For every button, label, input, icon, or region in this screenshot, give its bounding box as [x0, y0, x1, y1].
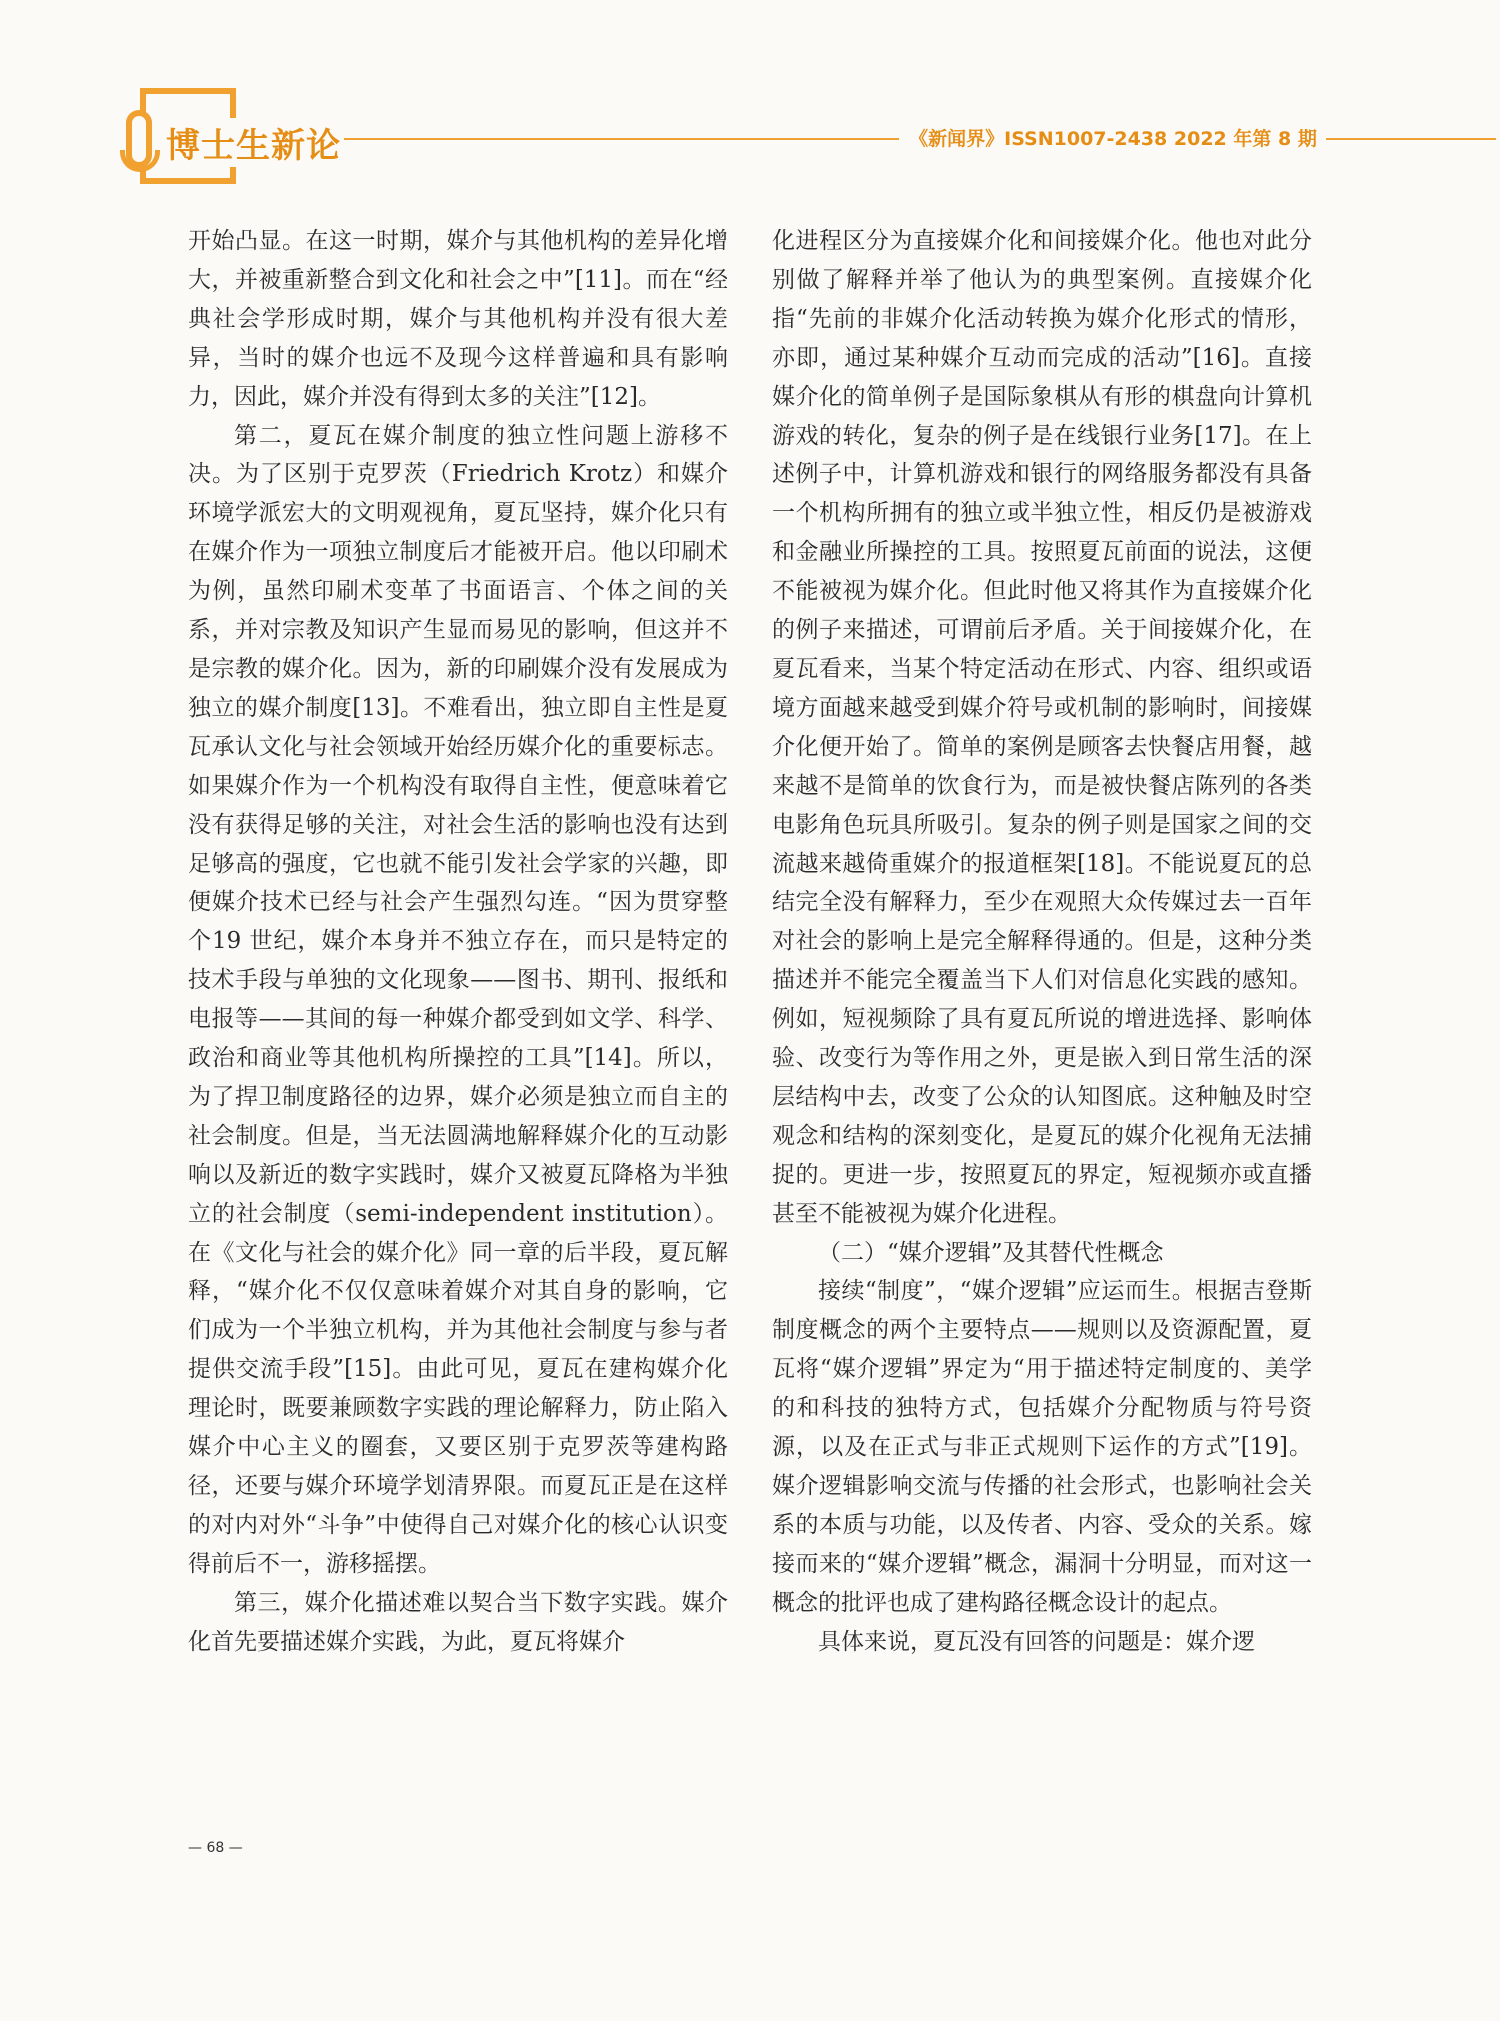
- paragraph: 接续“制度”，“媒介逻辑”应运而生。根据吉登斯制度概念的两个主要特点——规则以及资源配置，夏瓦将“媒介逻辑”界定为“用于描述特定制度的、美学的和科技的独特方式，包括媒介分配物质与符号资源，以及在正式与非正式规则下运作的方式”[19]。媒介逻辑影响交流与传播的社会形式，也影响社会关系的本质与功能，以及传者、内容、受众的关系。嫁接而来的“媒介逻辑”概念，漏洞十分明显，而对这一概念的批评也成了建构路径概念设计的起点。: [772, 1278, 1312, 1616]
- left-column: [188, 222, 728, 1662]
- page-header: [0, 0, 1500, 200]
- paragraph: 第三，媒介化描述难以契合当下数字实践。媒介化首先要描述媒介实践，为此，夏瓦将媒介: [188, 1589, 728, 1655]
- header-rule-right: [1326, 138, 1496, 140]
- journal-info: 《新闻界》ISSN1007-2438 2022 年第 8 期: [909, 128, 1317, 150]
- paragraph: 开始凸显。在这一时期，媒介与其他机构的差异化增大，并被重新整合到文化和社会之中”[11]。而在“经典社会学形成时期，媒介与其他机构并没有很大差异，当时的媒介也远不及现今这样普遍和具有影响力，因此，媒介并没有得到太多的关注”[12]。: [188, 228, 728, 410]
- page-number: — 68 —: [188, 1840, 243, 1856]
- header-rule-left: [344, 138, 899, 140]
- paragraph: 具体来说，夏瓦没有回答的问题是：媒介逻: [818, 1628, 1255, 1655]
- section-title: 博士生新论: [166, 118, 347, 167]
- right-column: [772, 222, 1312, 1662]
- section-heading: （二）“媒介逻辑”及其替代性概念: [818, 1239, 1164, 1266]
- paragraph: 化进程区分为直接媒介化和间接媒介化。他也对此分别做了解释并举了他认为的典型案例。直接媒介化指“先前的非媒介化活动转换为媒介化形式的情形，亦即，通过某种媒介互动而完成的活动”[16]。直接媒介化的简单例子是国际象棋从有形的棋盘向计算机游戏的转化，复杂的例子是在线银行业务[17]。在上述例子中，计算机游戏和银行的网络服务都没有具备一个机构所拥有的独立或半独立性，相反仍是被游戏和金融业所操控的工具。按照夏瓦前面的说法，这便不能被视为媒介化。但此时他又将其作为直接媒介化的例子来描述，可谓前后矛盾。关于间接媒介化，在夏瓦看来，当某个特定活动在形式、内容、组织或语境方面越来越受到媒介符号或机制的影响时，间接媒介化便开始了。简单的案例是顾客去快餐店用餐，越来越不是简单的饮食行为，而是被快餐店陈列的各类电影角色玩具所吸引。复杂的例子则是国家之间的交流越来越倚重媒介的报道框架[18]。不能说夏瓦的总结完全没有解释力，至少在观照大众传媒过去一百年对社会的影响上是完全解释得通的。但是，这种分类描述并不能完全覆盖当下人们对信息化实践的感知。例如，短视频除了具有夏瓦所说的增进选择、影响体验、改变行为等作用之外，更是嵌入到日常生活的深层结构中去，改变了公众的认知图底。这种触及时空观念和结构的深刻变化，是夏瓦的媒介化视角无法捕捉的。更进一步，按照夏瓦的界定，短视频亦或直播甚至不能被视为媒介化进程。: [772, 228, 1312, 1227]
- paragraph: 第二，夏瓦在媒介制度的独立性问题上游移不决。为了区别于克罗茨（Friedrich Krotz）和媒介环境学派宏大的文明观视角，夏瓦坚持，媒介化只有在媒介作为一项独立制度后才能被开启。他以印刷术为例，虽然印刷术变革了书面语言、个体之间的关系，并对宗教及知识产生显而易见的影响，但这并不是宗教的媒介化。因为，新的印刷媒介没有发展成为独立的媒介制度[13]。不难看出，独立即自主性是夏瓦承认文化与社会领域开始经历媒介化的重要标志。如果媒介作为一个机构没有取得自主性，便意味着它没有获得足够的关注，对社会生活的影响也没有达到足够高的强度，它也就不能引发社会学家的兴趣，即便媒介技术已经与社会产生强烈勾连。“因为贯穿整个19 世纪，媒介本身并不独立存在，而只是特定的技术手段与单独的文化现象——图书、期刊、报纸和电报等——其间的每一种媒介都受到如文学、科学、政治和商业等其他机构所操控的工具”[14]。所以，为了捍卫制度路径的边界，媒介必须是独立而自主的社会制度。但是，当无法圆满地解释媒介化的互动影响以及新近的数字实践时，媒介又被夏瓦降格为半独立的社会制度（semi-independent institution）。在《文化与社会的媒介化》同一章的后半段，夏瓦解释，“媒介化不仅仅意味着媒介对其自身的影响，它们成为一个半独立机构，并为其他社会制度与参与者提供交流手段”[15]。由此可见，夏瓦在建构媒介化理论时，既要兼顾数字实践的理论解释力，防止陷入媒介中心主义的圈套，又要区别于克罗茨等建构路径，还要与媒介环境学划清界限。而夏瓦正是在这样的对内对外“斗争”中使得自己对媒介化的核心认识变得前后不一，游移摇摆。: [188, 422, 728, 1577]
